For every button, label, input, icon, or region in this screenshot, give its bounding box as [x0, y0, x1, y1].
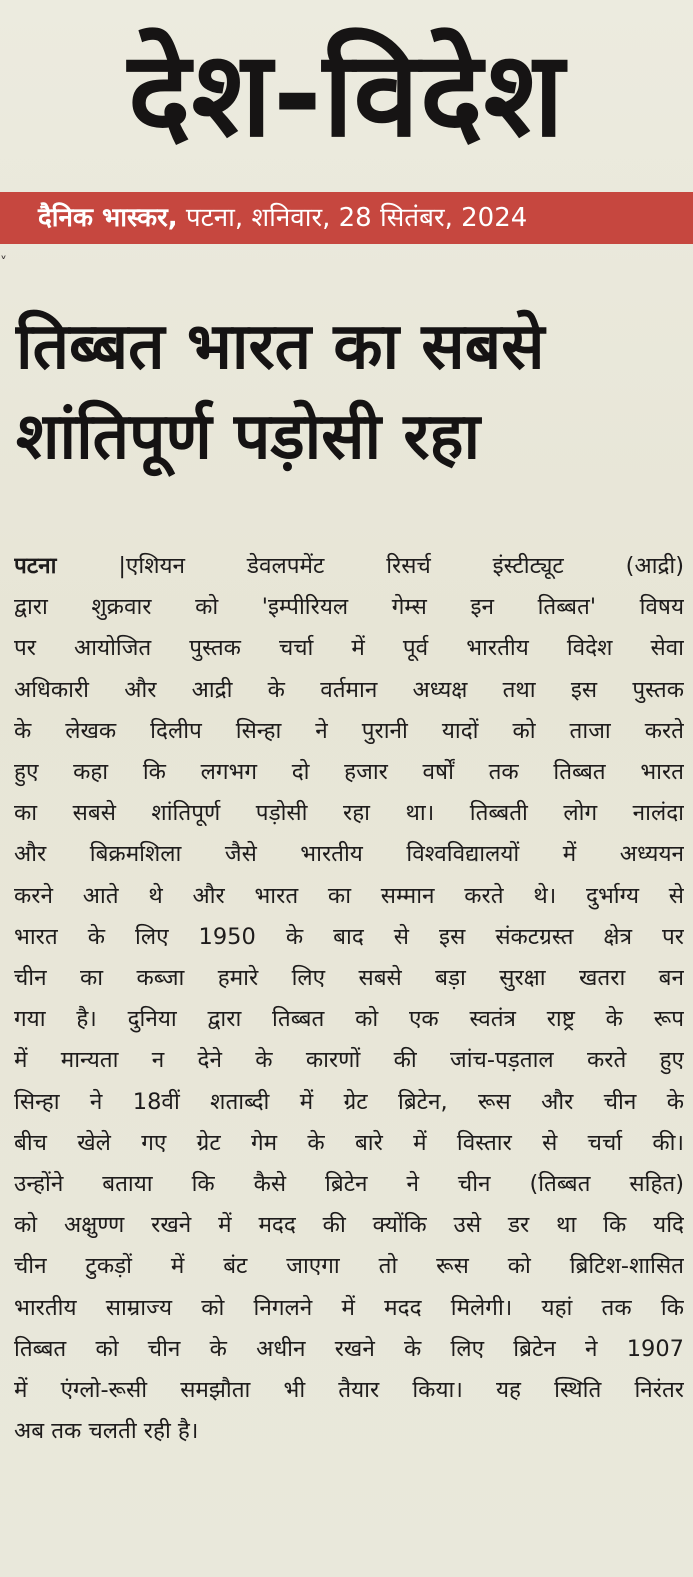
article-line: गया है। दुनिया द्वारा तिब्बत को एक स्वतंत्र राष्ट्र के रूप	[14, 1006, 684, 1033]
article-line: चीन का कब्जा हमारे लिए सबसे बड़ा सुरक्षा खतरा बन	[14, 965, 684, 992]
article-line	[14, 546, 684, 587]
article-line-text: |एशियन डेवलपमेंट रिसर्च इंस्टीट्यूट (आद्री)	[118, 553, 684, 579]
article-line: करने आते थे और भारत का सम्मान करते थे। दुर्भाग्य से	[14, 882, 684, 909]
dateline	[38, 192, 527, 244]
article-line: भारत के लिए 1950 के बाद से इस संकटग्रस्त क्षेत्र पर	[14, 923, 684, 950]
article-line: चीन टुकड़ों में बंट जाएगा तो रूस को ब्रिटिश-शासित	[14, 1253, 684, 1280]
article-line: तिब्बत को चीन के अधीन रखने के लिए ब्रिटेन ने 1907	[14, 1335, 684, 1362]
article-line: में मान्यता न देने के कारणों की जांच-पड़ताल करते हुए	[14, 1047, 684, 1074]
article-line: हुए कहा कि लगभग दो हजार वर्षों तक तिब्बत भारत	[14, 759, 684, 786]
article-line: में एंग्लो-रूसी समझौता भी तैयार किया। यह स्थिति निरंतर	[14, 1377, 684, 1404]
article-line: द्वारा शुक्रवार को 'इम्पीरियल गेम्स इन तिब्बत' विषय	[14, 594, 684, 621]
column-mark: ˅	[0, 255, 7, 271]
dateline-paper-name: दैनिक भास्कर,	[38, 203, 178, 233]
article-line: भारतीय साम्राज्य को निगलने में मदद मिलेगी। यहां तक कि	[14, 1294, 684, 1321]
article-line: अधिकारी और आद्री के वर्तमान अध्यक्ष तथा इस पुस्तक	[14, 676, 684, 703]
article-line: पर आयोजित पुस्तक चर्चा में पूर्व भारतीय विदेश सेवा	[14, 635, 684, 662]
article-place: पटना	[14, 553, 57, 579]
article-body	[14, 546, 684, 1452]
article-line: और बिक्रमशिला जैसे भारतीय विश्वविद्यालयों में अध्ययन	[14, 841, 684, 868]
article-line: उन्होंने बताया कि कैसे ब्रिटेन ने चीन (तिब्बत सहित)	[14, 1171, 684, 1198]
article-line: सिन्हा ने 18वीं शताब्दी में ग्रेट ब्रिटेन, रूस और चीन के	[14, 1088, 684, 1115]
headline-line-1: तिब्बत भारत का सबसे	[16, 310, 545, 384]
dateline-place-date: पटना, शनिवार, 28 सितंबर, 2024	[177, 203, 528, 233]
article-line: का सबसे शांतिपूर्ण पड़ोसी रहा था। तिब्बती लोग नालंदा	[14, 800, 684, 827]
article-headline	[16, 302, 686, 482]
article-line: को अक्षुण्ण रखने में मदद की क्योंकि उसे डर था कि यदि	[14, 1212, 684, 1239]
section-title: देश-विदेश	[128, 25, 565, 163]
article-line: अब तक चलती रही है।	[14, 1418, 199, 1445]
article-line: बीच खेले गए ग्रेट गेम के बारे में विस्तार से चर्चा की।	[14, 1129, 684, 1156]
headline-line-2: शांतिपूर्ण पड़ोसी रहा	[16, 400, 481, 474]
article-line: के लेखक दिलीप सिन्हा ने पुरानी यादों को ताजा करते	[14, 717, 684, 744]
dateline-bar	[0, 192, 693, 244]
